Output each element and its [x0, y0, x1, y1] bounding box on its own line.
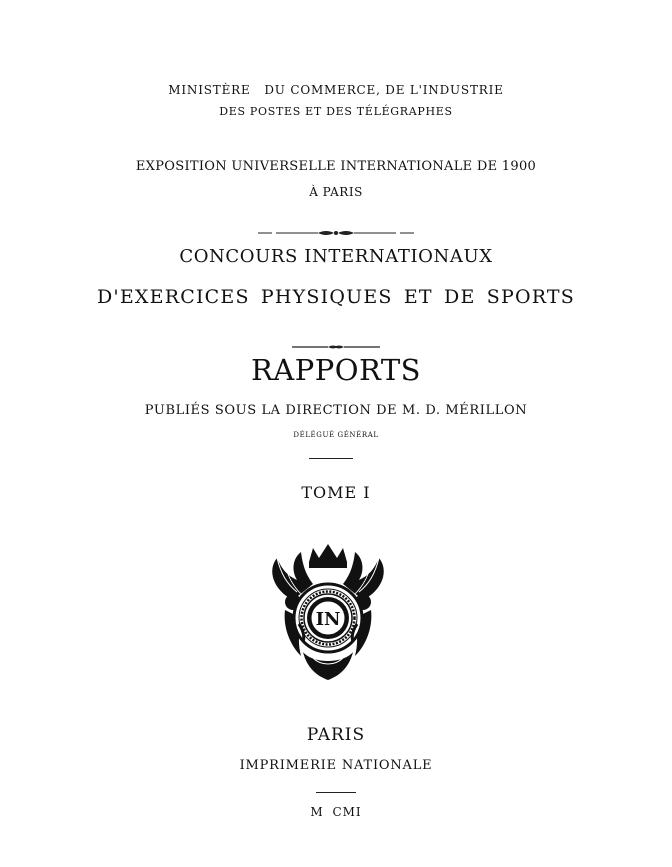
concours-line-2: D'EXERCICES PHYSIQUES ET DE SPORTS	[96, 286, 576, 308]
seal-monogram: IN	[315, 609, 341, 630]
main-title: RAPPORTS	[250, 353, 422, 387]
ministry-line-1: MINISTÈRE DU COMMERCE, DE L'INDUSTRIE	[168, 83, 504, 97]
ministry-line-2: DES POSTES ET DES TÉLÉGRAPHES	[219, 105, 453, 118]
imprint-year: M CMI	[310, 805, 362, 819]
concours-line-1: CONCOURS INTERNATIONAUX	[179, 246, 493, 267]
imprint-city: PARIS	[306, 725, 366, 745]
rule-short-2	[316, 792, 356, 793]
crown	[309, 544, 347, 562]
exposition-line-2: À PARIS	[309, 185, 363, 199]
volume-label: TOME I	[301, 483, 371, 502]
published-by: PUBLIÉS SOUS LA DIRECTION DE M. D. MÉRILLON	[144, 403, 528, 418]
delegate-role: DÉLÉGUÉ GÉNÉRAL	[293, 431, 379, 439]
ornament-divider-1	[258, 228, 414, 238]
rule-short-1	[309, 458, 353, 459]
imprimerie-seal-emblem	[263, 540, 393, 682]
ornament-divider-2	[292, 343, 380, 351]
imprint-printer: IMPRIMERIE NATIONALE	[239, 758, 433, 773]
exposition-line-1: EXPOSITION UNIVERSELLE INTERNATIONALE DE 1900	[135, 159, 537, 174]
